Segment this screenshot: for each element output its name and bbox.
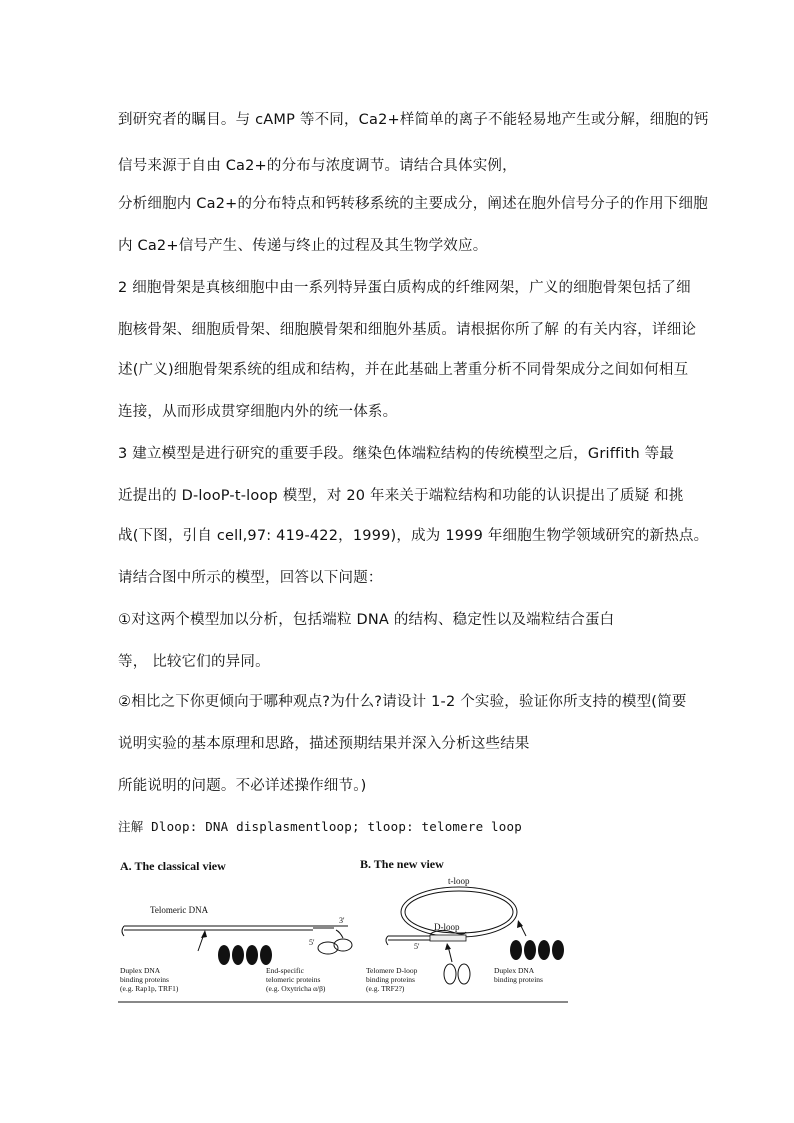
arrow-head [517, 920, 523, 928]
duplex-protein [218, 945, 230, 965]
duplex-protein [524, 940, 536, 960]
text-line: 胞核骨架、细胞质骨架、细胞膜骨架和细胞外基质。请根据你所了解 的有关内容，详细论 [118, 322, 697, 338]
duplex-label: binding proteins [120, 975, 169, 984]
arrow-head [201, 930, 207, 938]
telomeric-dna-label: Telomeric DNA [150, 905, 209, 915]
text-line: 近提出的 D-looP-t-loop 模型，对 20 年来关于端粒结构和功能的认识提出了质疑 和挑 [118, 488, 684, 504]
five-prime-label: 5' [414, 942, 420, 951]
end-label: (e.g. Oxytricha α/β) [266, 984, 326, 993]
end-label: End-specific [266, 966, 304, 975]
dloop-protein [444, 964, 456, 984]
text-line: ②相比之下你更倾向于哪种观点?为什么?请设计 1-2 个实验，验证你所支持的模型(简要 [118, 694, 687, 710]
dna-end-curl [386, 936, 388, 945]
telomere-model-figure [118, 852, 570, 1007]
duplex-protein [260, 945, 272, 965]
footnote-line: 注解 Dloop: DNA displasmentloop; tloop: telomere loop [118, 819, 522, 834]
dloop-label: (e.g. TRF2?) [366, 984, 405, 993]
panel-b-title: B. The new view [360, 857, 444, 871]
text-line: ①对这两个模型加以分析，包括端粒 DNA 的结构、稳定性以及端粒结合蛋白 [118, 612, 615, 628]
end-label: telomeric proteins [266, 975, 321, 984]
duplex-protein [510, 940, 522, 960]
panel-new-view [360, 857, 564, 993]
text-line: 内 Ca2+信号产生、传递与终止的过程及其生物学效应。 [118, 238, 488, 254]
duplex-protein [538, 940, 550, 960]
text-line: 说明实验的基本原理和思路，描述预期结果并深入分析这些结果 [118, 736, 530, 752]
duplex-label: (e.g. Rap1p, TRF1) [120, 984, 179, 993]
duplex-label: binding proteins [494, 975, 543, 984]
t-loop-label: t-loop [448, 876, 470, 886]
panel-a-title: A. The classical view [120, 859, 226, 873]
duplex-protein [246, 945, 258, 965]
duplex-label: Duplex DNA [120, 966, 161, 975]
d-loop-hatch [430, 935, 466, 941]
text-line: 分析细胞内 Ca2+的分布特点和钙转移系统的主要成分，阐述在胞外信号分子的作用下细胞 [118, 196, 708, 212]
text-line: 信号来源于自由 Ca2+的分布与浓度调节。请结合具体实例， [118, 158, 517, 174]
text-line: 2 细胞骨架是真核细胞中由一系列特异蛋白质构成的纤维网架，广义的细胞骨架包括了细 [118, 280, 691, 296]
panel-classical-view [120, 859, 352, 993]
text-line: 请结合图中所示的模型，回答以下问题： [118, 570, 383, 586]
dloop-label: binding proteins [366, 975, 415, 984]
text-line: 连接，从而形成贯穿细胞内外的统一体系。 [118, 404, 398, 420]
five-prime-label: 5' [309, 938, 315, 947]
three-prime-label: 3' [339, 916, 345, 925]
arrow-line [336, 930, 343, 938]
duplex-label: Duplex DNA [494, 966, 535, 975]
arrow-head [445, 943, 451, 950]
dna-end-curl [122, 926, 124, 936]
dloop-protein [458, 964, 470, 984]
d-loop-label: D-loop [434, 922, 460, 932]
duplex-protein [232, 945, 244, 965]
text-line: 战(下图，引自 cell,97: 419-422，1999)，成为 1999 年细胞生物学领域研究的新热点。 [118, 528, 709, 544]
text-line: 所能说明的问题。不必详述操作细节。) [118, 778, 367, 794]
text-line: 3 建立模型是进行研究的重要手段。继染色体端粒结构的传统模型之后，Griffith 等最 [118, 446, 675, 462]
text-line: 述(广义)细胞骨架系统的组成和结构，并在此基础上著重分析不同骨架成分之间如何相互 [118, 362, 689, 378]
duplex-protein [552, 940, 564, 960]
text-line: 到研究者的瞩目。与 cAMP 等不同，Ca2+样简单的离子不能轻易地产生或分解，细胞的钙 [118, 112, 709, 128]
text-line: 等， 比较它们的异同。 [118, 654, 270, 670]
dloop-label: Telomere D-loop [366, 966, 418, 975]
